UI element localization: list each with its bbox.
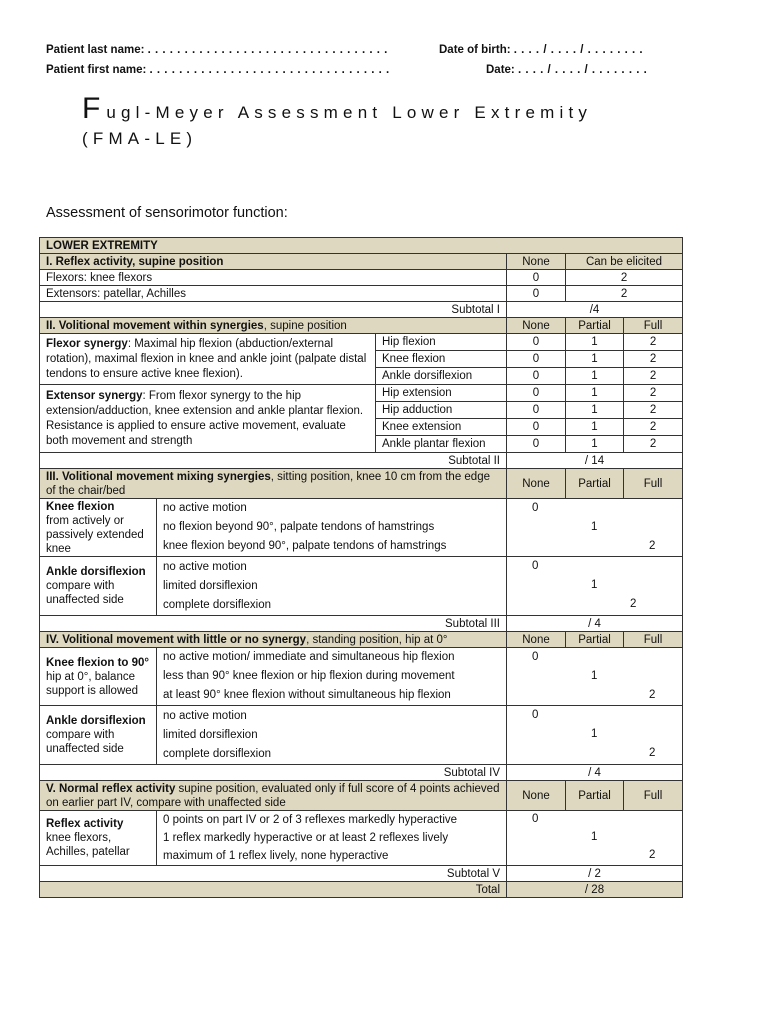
s3-knee-score-0[interactable]: 0	[532, 501, 539, 514]
s2-score-none[interactable]: 0	[507, 436, 566, 453]
section-3-title-bold: III. Volitional movement mixing synergies	[46, 470, 271, 483]
section-5-title	[40, 781, 507, 811]
s5-score-1[interactable]: 1	[591, 831, 598, 843]
section-5-title-rest: supine position, evaluated only if full score of 4 points achieved on earlier part IV, compare with unaffected side	[46, 782, 500, 809]
s3-knee-option: no active motion	[163, 502, 247, 514]
s1-score-none[interactable]: 0	[507, 270, 566, 286]
dob-field[interactable]: . . . . / . . . . / . . . . . . . .	[513, 44, 644, 56]
section-4-title	[40, 632, 507, 648]
title-line1: ugl-Meyer Assessment Lower Extremity	[106, 103, 593, 122]
first-name-label: Patient first name:	[46, 64, 147, 76]
s1-row-label: Extensors: patellar, Achilles	[40, 286, 507, 302]
s4-knee-desc	[40, 648, 157, 706]
s3-ankle-options	[157, 557, 507, 616]
s2-score-none[interactable]: 0	[507, 351, 566, 368]
s5-reflex-bold: Reflex activity	[46, 818, 124, 830]
s3-knee-bold: Knee flexion	[46, 500, 115, 513]
s3-ankle-desc	[40, 557, 157, 616]
s2-score-partial[interactable]: 1	[566, 402, 624, 419]
section-3-title	[40, 469, 507, 499]
extensor-synergy-text: : From flexor synergy to the hip extension/adduction, knee extension and ankle plantar flexion. Resistance is applied to ensure active movement, evaluate both movement and strength	[46, 389, 364, 447]
s2-score-full[interactable]: 2	[624, 334, 683, 351]
total-label: Total	[40, 882, 507, 898]
subtotal-5-label: Subtotal V	[40, 866, 507, 882]
s2-score-full[interactable]: 2	[624, 419, 683, 436]
s3-ankle-score-1[interactable]: 1	[591, 579, 598, 591]
s4-ankle-score-0[interactable]: 0	[532, 709, 539, 721]
s2-score-partial[interactable]: 1	[566, 436, 624, 453]
s2-score-full[interactable]: 2	[624, 351, 683, 368]
dob-label: Date of birth:	[439, 44, 511, 56]
table-heading: LOWER EXTREMITY	[40, 238, 683, 254]
s2-score-none[interactable]: 0	[507, 334, 566, 351]
s5-reflex-text: knee flexors, Achilles, patellar	[46, 832, 130, 858]
s3-ankle-option: limited dorsiflexion	[163, 579, 258, 592]
s4-ankle-option: limited dorsiflexion	[163, 728, 258, 741]
subtotal-4-value[interactable]: / 4	[507, 765, 683, 781]
s5-none-header: None	[507, 781, 566, 811]
subtotal-2-label: Subtotal II	[40, 453, 507, 469]
s4-knee-options	[157, 648, 507, 706]
s4-ankle-score-1[interactable]: 1	[591, 728, 598, 740]
s1-score-can[interactable]: 2	[566, 286, 683, 302]
subtotal-2-value[interactable]: / 14	[507, 453, 683, 469]
s2-score-full[interactable]: 2	[624, 368, 683, 385]
last-name-row	[46, 44, 388, 56]
s4-knee-text: hip at 0°, balance support is allowed	[46, 670, 139, 697]
s5-score-2[interactable]: 2	[649, 849, 656, 861]
s2-score-none[interactable]: 0	[507, 402, 566, 419]
section-2-title-bold: II. Volitional movement within synergies	[46, 319, 264, 332]
extensor-synergy-desc	[40, 385, 376, 453]
s1-can-header: Can be elicited	[566, 254, 683, 270]
s2-score-partial[interactable]: 1	[566, 419, 624, 436]
s3-knee-options	[157, 499, 507, 557]
s3-knee-score-2[interactable]: 2	[649, 539, 656, 552]
s4-partial-header: Partial	[566, 632, 624, 648]
s4-ankle-scores	[507, 706, 683, 765]
s4-knee-score-1[interactable]: 1	[591, 669, 598, 682]
s2-item-label: Knee extension	[376, 419, 507, 436]
subtotal-3-label: Subtotal III	[40, 616, 507, 632]
section-5-title-bold: V. Normal reflex activity	[46, 782, 176, 795]
s3-ankle-scores	[507, 557, 683, 616]
s4-ankle-options	[157, 706, 507, 765]
s2-score-full[interactable]: 2	[624, 402, 683, 419]
s2-score-full[interactable]: 2	[624, 385, 683, 402]
s1-score-none[interactable]: 0	[507, 286, 566, 302]
s4-ankle-bold: Ankle dorsiflexion	[46, 715, 146, 727]
s3-knee-score-1[interactable]: 1	[591, 520, 598, 533]
s2-item-label: Ankle plantar flexion	[376, 436, 507, 453]
s5-reflex-desc	[40, 811, 157, 866]
dob-row	[439, 44, 643, 56]
subtotal-3-value[interactable]: / 4	[507, 616, 683, 632]
s2-score-partial[interactable]: 1	[566, 385, 624, 402]
s2-score-partial[interactable]: 1	[566, 334, 624, 351]
last-name-label: Patient last name:	[46, 44, 145, 56]
s3-knee-desc	[40, 499, 157, 557]
s2-item-label: Knee flexion	[376, 351, 507, 368]
page-title	[82, 92, 593, 152]
fma-le-table	[39, 237, 683, 898]
s3-partial-header: Partial	[566, 469, 624, 499]
section-1-title: I. Reflex activity, supine position	[40, 254, 507, 270]
s3-knee-scores	[507, 499, 683, 557]
s4-knee-option: no active motion/ immediate and simultaneous hip flexion	[163, 651, 455, 663]
flexor-synergy-text: : Maximal hip flexion (abduction/external rotation), maximal flexion in knee and ankle joint (palpate distal tendons to ensure active knee flexion).	[46, 337, 367, 380]
section-3-title-rest: , sitting position, knee 10 cm from the edge of the chair/bed	[46, 470, 490, 497]
s3-knee-option: no flexion beyond 90°, palpate tendons of hamstrings	[163, 521, 435, 533]
s3-ankle-option: no active motion	[163, 560, 247, 573]
s4-knee-score-2[interactable]: 2	[649, 688, 656, 701]
s2-item-label: Hip flexion	[376, 334, 507, 351]
subtotal-1-value[interactable]: /4	[507, 302, 683, 318]
date-label: Date:	[486, 64, 515, 76]
last-name-field[interactable]: . . . . . . . . . . . . . . . . . . . . . . . . . . . . . . . . .	[147, 44, 388, 56]
s2-item-label: Ankle dorsiflexion	[376, 368, 507, 385]
s3-ankle-text: compare with unaffected side	[46, 580, 124, 606]
first-name-row	[46, 64, 390, 76]
s4-knee-option: less than 90° knee flexion or hip flexion during movement	[163, 670, 455, 682]
section-2-title-rest: , supine position	[263, 319, 347, 332]
s4-ankle-score-2[interactable]: 2	[649, 747, 656, 759]
s4-ankle-option: complete dorsiflexion	[163, 747, 272, 760]
s1-row-label: Flexors: knee flexors	[40, 270, 507, 286]
subtotal-5-value[interactable]: / 2	[507, 866, 683, 882]
s4-ankle-option: no active motion	[163, 709, 247, 722]
s3-ankle-score-2[interactable]: 2	[630, 598, 637, 610]
first-name-field[interactable]: . . . . . . . . . . . . . . . . . . . . . . . . . . . . . . . . .	[149, 64, 390, 76]
s4-knee-bold: Knee flexion to 90°	[46, 656, 150, 669]
s2-score-none[interactable]: 0	[507, 419, 566, 436]
s5-reflex-option: 1 reflex markedly hyperactive or at least 2 reflexes lively	[163, 832, 449, 844]
s2-none-header: None	[507, 318, 566, 334]
s4-full-header: Full	[624, 632, 683, 648]
flexor-synergy-desc	[40, 334, 376, 385]
date-row	[486, 64, 647, 76]
s5-reflex-option: maximum of 1 reflex lively, none hyperactive	[163, 850, 389, 862]
s4-knee-scores	[507, 648, 683, 706]
total-value[interactable]: / 28	[507, 882, 683, 898]
s1-none-header: None	[507, 254, 566, 270]
s2-full-header: Full	[624, 318, 683, 334]
title-line2: (FMA-LE)	[82, 129, 198, 148]
s5-reflex-options	[157, 811, 507, 866]
s2-score-none[interactable]: 0	[507, 385, 566, 402]
s4-none-header: None	[507, 632, 566, 648]
s5-full-header: Full	[624, 781, 683, 811]
s2-score-none[interactable]: 0	[507, 368, 566, 385]
s2-score-partial[interactable]: 1	[566, 351, 624, 368]
s3-ankle-bold: Ankle dorsiflexion	[46, 566, 146, 578]
s3-full-header: Full	[624, 469, 683, 499]
section-4-title-rest: , standing position, hip at 0°	[306, 633, 448, 646]
subtotal-1-label: Subtotal I	[40, 302, 507, 318]
s3-ankle-option: complete dorsiflexion	[163, 598, 272, 611]
s3-knee-text: from actively or passively extended knee	[46, 514, 144, 555]
extensor-synergy-bold: Extensor synergy	[46, 389, 143, 402]
s5-reflex-scores	[507, 811, 683, 866]
flexor-synergy-bold: Flexor synergy	[46, 337, 128, 350]
title-first-letter: F	[82, 92, 107, 125]
s3-none-header: None	[507, 469, 566, 499]
s5-score-0[interactable]: 0	[532, 813, 539, 825]
s1-score-can[interactable]: 2	[566, 270, 683, 286]
s4-ankle-desc	[40, 706, 157, 765]
s4-ankle-text: compare with unaffected side	[46, 729, 124, 755]
intro-text: Assessment of sensorimotor function:	[46, 205, 288, 221]
s4-knee-score-0[interactable]: 0	[532, 650, 539, 663]
subtotal-4-label: Subtotal IV	[40, 765, 507, 781]
s3-ankle-score-0[interactable]: 0	[532, 560, 539, 572]
s5-partial-header: Partial	[566, 781, 624, 811]
s2-item-label: Hip extension	[376, 385, 507, 402]
section-2-title	[40, 318, 507, 334]
s2-score-full[interactable]: 2	[624, 436, 683, 453]
section-4-title-bold: IV. Volitional movement with little or no synergy	[46, 633, 307, 646]
s4-knee-option: at least 90° knee flexion without simultaneous hip flexion	[163, 689, 451, 701]
s2-item-label: Hip adduction	[376, 402, 507, 419]
s2-partial-header: Partial	[566, 318, 624, 334]
s3-knee-option: knee flexion beyond 90°, palpate tendons of hamstrings	[163, 540, 447, 552]
s5-reflex-option: 0 points on part IV or 2 of 3 reflexes markedly hyperactive	[163, 814, 458, 826]
date-field[interactable]: . . . . / . . . . / . . . . . . . .	[517, 64, 648, 76]
s2-score-partial[interactable]: 1	[566, 368, 624, 385]
